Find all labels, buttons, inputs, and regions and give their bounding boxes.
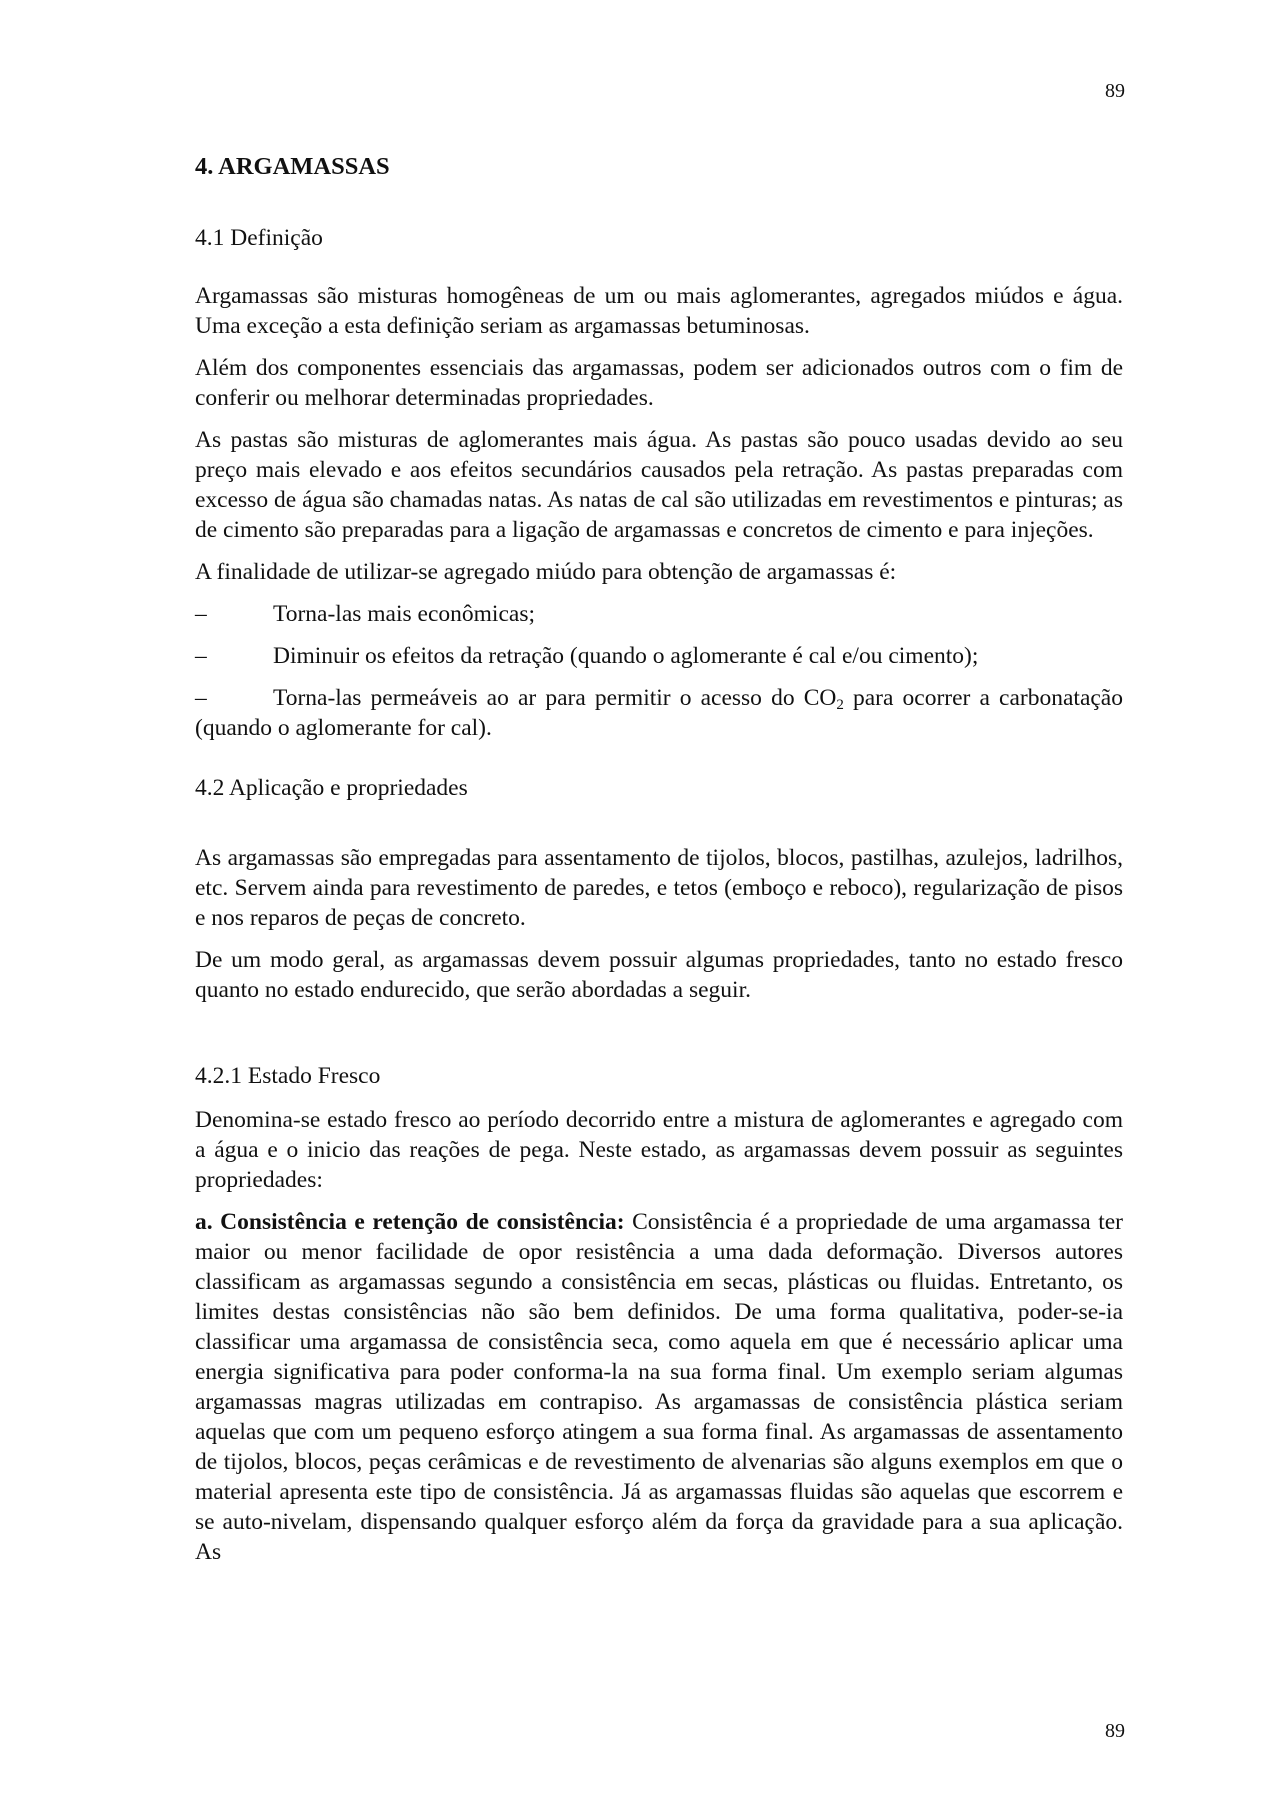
paragraph-estado-fresco: Denomina-se estado fresco ao período decorrido entre a mistura de aglomerantes e agregado com a água e o inicio das reações de pega. Neste estado, as argamassas devem possuir as seguintes propriedades: [195,1107,1123,1193]
section-title-4-1: 4.1 Definição [195,225,323,251]
page-content [195,152,1123,1579]
section-title-4-2: 4.2 Aplicação e propriedades [195,775,468,801]
dash-bullet: – [195,685,207,711]
paragraph-consistencia [195,1207,1123,1567]
list-item-text: Torna-las mais econômicas; [273,601,535,627]
list-item-text: Diminuir os efeitos da retração (quando o aglomerante é cal e/ou cimento); [273,643,979,669]
paragraph-finalidade: A finalidade de utilizar-se agregado miúdo para obtenção de argamassas é: [195,559,897,585]
paragraph-pastas: As pastas são misturas de aglomerantes mais água. As pastas são pouco usadas devido ao seu preço mais elevado e aos efeitos secundários causados pela retração. As pastas preparadas com excesso de água são chamadas natas. As natas de cal são utilizadas em revestimentos e pinturas; as de cimento são preparadas para a ligação de argamassas e concretos de cimento e para injeções. [195,427,1123,543]
consistencia-heading: a. Consistência e retenção de consistência: [195,1209,625,1235]
purpose-list [195,599,1123,743]
list-item [195,599,1123,629]
list-item-text-continued: para ocorrer a carbonatação (quando o aglomerante for cal). [195,685,1123,741]
consistencia-text: Consistência é a propriedade de uma argamassa ter maior ou menor facilidade de opor resistência a uma dada deformação. Diversos autores classificam as argamassas segundo a consistência em secas, plásticas ou fluidas. Entretanto, os limites destas consistências não são bem definidos. De uma forma qualitativa, poder-se-ia classificar uma argamassa de consistência seca, como aquela em que é necessário aplicar uma energia significativa para poder conforma-la na sua forma final. Um exemplo seriam algumas argamassas magras utilizadas em contrapiso. As argamassas de consistência plástica seriam aquelas que com um pequeno esforço atingem a sua forma final. As argamassas de assentamento de tijolos, blocos, peças cerâmicas e de revestimento de alvenarias são alguns exemplos em que o material apresenta este tipo de consistência. Já as argamassas fluidas são aquelas que escorrem e se auto-nivelam, dispensando qualquer esforço além da força da gravidade para a sua aplicação. As [195,1209,1124,1565]
paragraph-components: Além dos componentes essenciais das argamassas, podem ser adicionados outros com o fim de conferir ou melhorar determinadas propriedades. [195,355,1123,411]
page-number-bottom: 89 [1105,1720,1125,1742]
list-item [195,683,1123,743]
paragraph-definition: Argamassas são misturas homogêneas de um ou mais aglomerantes, agregados miúdos e água. Uma exceção a esta definição seriam as argamassas betuminosas. [195,283,1123,339]
paragraph-aplicacao: As argamassas são empregadas para assentamento de tijolos, blocos, pastilhas, azulejos, ladrilhos, etc. Servem ainda para revestimento de paredes, e tetos (emboço e reboco), regularização de pisos e nos reparos de peças de concreto. [195,845,1123,931]
paragraph-propriedades: De um modo geral, as argamassas devem possuir algumas propriedades, tanto no estado fresco quanto no estado endurecido, que serão abordadas a seguir. [195,947,1123,1003]
page-number-top: 89 [1105,80,1125,102]
section-title-4-2-1: 4.2.1 Estado Fresco [195,1063,381,1089]
co2-subscript: 2 [836,697,844,713]
dash-bullet: – [195,643,207,669]
list-item [195,641,1123,671]
chapter-title: 4. ARGAMASSAS [195,153,390,180]
dash-bullet: – [195,601,207,627]
list-item-text: Torna-las permeáveis ao ar para permitir o acesso do CO [273,685,837,711]
